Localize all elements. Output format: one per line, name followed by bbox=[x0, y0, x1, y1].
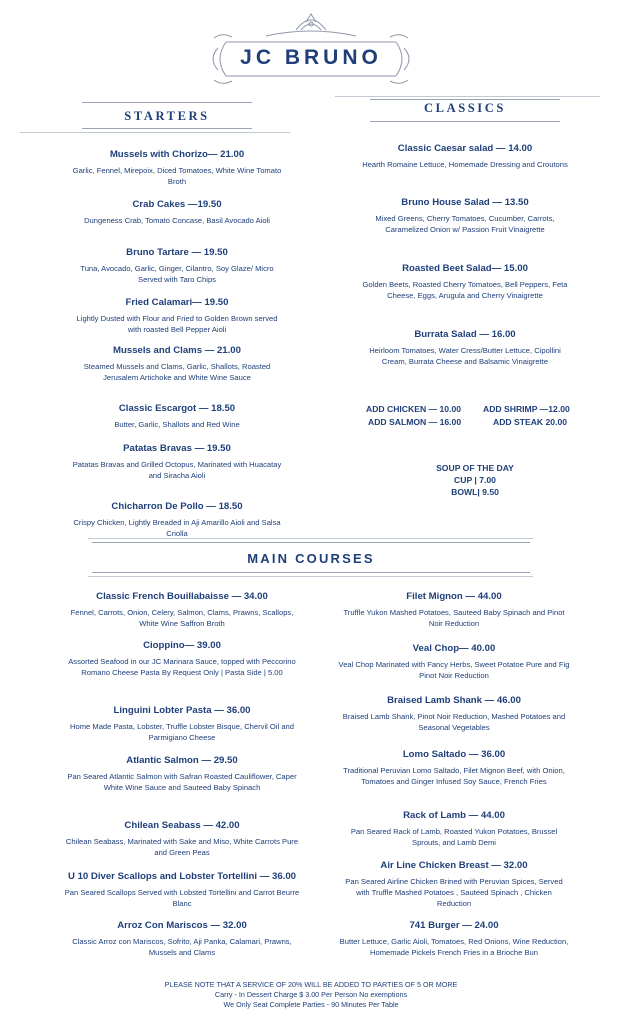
item-name: Braised Lamb Shank — 46.00 bbox=[387, 695, 521, 706]
soup-cup-price: CUP | 7.00 bbox=[454, 475, 496, 485]
menu-item bbox=[72, 199, 282, 226]
item-description: Pan Seared Atlantic Salmon with Safran Roasted Cauliflower, Caper White Wine Sauce and Sauteed Baby Spinach bbox=[67, 772, 297, 792]
footer-notice bbox=[0, 980, 622, 1010]
item-description: Pan Seared Scallops Served with Lobsted Tortellini and Carrot Beurre Blanc bbox=[64, 888, 300, 908]
main-divider-bottom bbox=[92, 572, 530, 573]
item-description: Pan Seared Airline Chicken Brined with Peruvian Spices, Served with Truffle Mashed Potatoes , Sauteed Spinach , Chicken Reduction bbox=[345, 877, 563, 908]
item-name: Classic Caesar salad — 14.00 bbox=[397, 143, 533, 154]
menu-item bbox=[338, 810, 570, 848]
menu-item bbox=[360, 329, 570, 367]
item-description: Butter, Garlic, Shallots and Red Wine bbox=[114, 420, 240, 429]
item-name: Atlantic Salmon — 29.50 bbox=[126, 755, 238, 766]
item-description: Home Made Pasta, Lobster, Truffle Lobster Bisque, Chervil Oil and Parmigiano Cheese bbox=[70, 722, 294, 742]
starters-divider-bottom bbox=[82, 128, 252, 129]
addon-salmon: ADD SALMON — 16.00 bbox=[368, 417, 462, 427]
classics-divider-top-long bbox=[335, 96, 600, 97]
service-charge-note: PLEASE NOTE THAT A SERVICE OF 20% WILL BE ADDED TO PARTIES OF 5 OR MORE bbox=[164, 980, 458, 989]
item-description: Fennel, Carrots, Onion, Celery, Salmon, Clams, Prawns, Scallops, White Wine Saffron Broth bbox=[70, 608, 294, 628]
item-description: Garlic, Fennel, Mirepoix, Diced Tomatoes, White Wine Tomato Broth bbox=[72, 166, 282, 186]
classics-divider-bottom bbox=[370, 121, 560, 122]
item-description: Pan Seared Rack of Lamb, Roasted Yukon Potatoes, Brussel Sprouts, and Lamb Demi bbox=[350, 827, 558, 847]
item-name: Classic Escargot — 18.50 bbox=[118, 403, 236, 414]
soup-title: SOUP OF THE DAY bbox=[436, 463, 514, 473]
item-name: Filet Mignon — 44.00 bbox=[406, 591, 502, 602]
item-name: Chilean Seabass — 42.00 bbox=[124, 820, 240, 831]
item-description: Traditional Peruvian Lomo Saltado, Filet Mignon Beef, with Onion, Tomatoes and Ginger Infused Soy Sauce, French Fries bbox=[343, 766, 565, 786]
menu-item bbox=[62, 755, 302, 793]
menu-item bbox=[338, 860, 570, 909]
item-name: Cioppino— 39.00 bbox=[143, 640, 221, 651]
item-name: Linguini Lobter Pasta — 36.00 bbox=[113, 705, 251, 716]
main-divider-top bbox=[92, 542, 530, 543]
classics-divider-top bbox=[370, 99, 560, 100]
seating-policy-note: We Only Seat Complete Parties - 90 Minutes Per Table bbox=[223, 1000, 399, 1009]
main-divider-bottom-long bbox=[88, 576, 533, 577]
main-divider-top-long bbox=[88, 538, 533, 539]
item-description: Golden Beets, Roasted Cherry Tomatoes, Bell Peppers, Feta Cheese, Eggs, Arugula and Cherry Vinaigrette bbox=[362, 280, 568, 300]
item-description: Crispy Chicken, Lightly Breaded in Aji Amarillo Aioli and Salsa Criolla bbox=[73, 518, 281, 538]
item-name: Rack of Lamb — 44.00 bbox=[403, 810, 505, 821]
menu-item bbox=[360, 197, 570, 235]
menu-item bbox=[72, 297, 282, 335]
item-description: Braised Lamb Shank, Pinot Noir Reduction, Mashed Potatoes and Seasonal Vegetables bbox=[342, 712, 566, 732]
item-name: Patatas Bravas — 19.50 bbox=[123, 443, 231, 454]
item-description: Butter Lettuce, Garlic Aioli, Tomatoes, Red Onions, Wine Reduction, Homemade Pickels French Fries in a Brioche Bun bbox=[339, 937, 569, 957]
menu-item bbox=[72, 247, 282, 285]
menu-item bbox=[338, 695, 570, 733]
item-description: Steamed Mussels and Clams, Garlic, Shallots, Roasted Jerusalem Artichoke and White Wine Sauce bbox=[83, 362, 271, 382]
item-description: Classic Arroz con Mariscos, Sofrito, Aji Panka, Calamari, Prawns, Mussels and Clams bbox=[72, 937, 292, 957]
item-description: Dungeness Crab, Tomato Concase, Basil Avocado Aioli bbox=[84, 216, 270, 225]
menu-item bbox=[62, 871, 302, 909]
menu-item bbox=[62, 640, 302, 678]
menu-item bbox=[360, 143, 570, 170]
main-courses-heading: MAIN COURSES bbox=[247, 551, 375, 566]
menu-item bbox=[338, 749, 570, 787]
addon-shrimp: ADD SHRIMP —12.00 bbox=[483, 404, 570, 414]
item-description: Hearth Romaine Lettuce, Homemade Dressing and Croutons bbox=[362, 160, 568, 169]
menu-item bbox=[72, 443, 282, 481]
item-name: Roasted Beet Salad— 15.00 bbox=[402, 263, 528, 274]
item-name: Crab Cakes —19.50 bbox=[132, 199, 222, 210]
item-description: Tuna, Avocado, Garlic, Ginger, Cilantro, Soy Glaze/ Micro Served with Taro Chips bbox=[80, 264, 274, 284]
item-description: Heirloom Tomatoes, Water Cress/Butter Lettuce, Cipollini Cream, Burrata Cheese and Balsamic Vinaigrette bbox=[369, 346, 561, 366]
starters-divider-top bbox=[82, 102, 252, 103]
item-description: Truffle Yukon Mashed Potatoes, Sauteed Baby Spinach and Pinot Noir Reduction bbox=[343, 608, 565, 628]
dessert-charge-note: Carry - In Dessert Charge $ 3.00 Per Person No exemptions bbox=[214, 990, 408, 999]
item-description: Mixed Greens, Cherry Tomatoes, Cucumber, Carrots, Caramelized Onion w/ Passion Fruit Vinaigrette bbox=[375, 214, 555, 234]
item-name: Mussels with Chorizo— 21.00 bbox=[109, 149, 245, 160]
item-name: Classic French Bouillabaisse — 34.00 bbox=[96, 591, 268, 602]
item-name: Arroz Con Mariscos — 32.00 bbox=[117, 920, 247, 931]
addon-steak: ADD STEAK 20.00 bbox=[493, 417, 568, 427]
item-name: Fried Calamari— 19.50 bbox=[125, 297, 229, 308]
item-name: Air Line Chicken Breast — 32.00 bbox=[380, 860, 528, 871]
item-description: Veal Chop Marinated with Fancy Herbs, Sweet Potatoe Pure and Fig Pinot Noir Reduction bbox=[338, 660, 570, 680]
menu-item bbox=[338, 920, 570, 958]
item-name: Bruno Tartare — 19.50 bbox=[126, 247, 228, 258]
classics-heading: CLASSICS bbox=[424, 101, 506, 115]
menu-item bbox=[72, 149, 282, 187]
menu-item bbox=[62, 820, 302, 858]
menu-item bbox=[338, 643, 570, 681]
item-name: Mussels and Clams — 21.00 bbox=[113, 345, 241, 356]
menu-item bbox=[338, 591, 570, 629]
soup-bowl-price: BOWL| 9.50 bbox=[451, 487, 499, 497]
item-name: Lomo Saltado — 36.00 bbox=[402, 749, 506, 760]
starters-heading: STARTERS bbox=[124, 109, 210, 123]
item-name: Chicharron De Pollo — 18.50 bbox=[111, 501, 243, 512]
soup-of-the-day bbox=[400, 462, 550, 498]
item-description: Patatas Bravas and Grilled Octopus, Marinated with Huacatay and Siracha Aioli bbox=[72, 460, 282, 480]
item-name: Veal Chop— 40.00 bbox=[412, 643, 496, 654]
menu-item bbox=[360, 263, 570, 301]
item-description: Lightly Dusted with Flour and Fried to Golden Brown served with roasted Bell Pepper Aioli bbox=[76, 314, 278, 334]
menu-item bbox=[72, 403, 282, 430]
addon-chicken: ADD CHICKEN — 10.00 bbox=[366, 404, 462, 414]
item-name: Burrata Salad — 16.00 bbox=[414, 329, 516, 340]
item-name: 741 Burger — 24.00 bbox=[409, 920, 499, 931]
menu-item bbox=[72, 501, 282, 539]
item-name: U 10 Diver Scallops and Lobster Tortellini — 36.00 bbox=[67, 871, 296, 882]
item-name: Bruno House Salad — 13.50 bbox=[401, 197, 529, 208]
menu-item bbox=[72, 345, 282, 383]
menu-item bbox=[62, 920, 302, 958]
menu-item bbox=[62, 705, 302, 743]
item-description: Chilean Seabass, Marinated with Sake and Miso, White Carrots Pure and Green Peas bbox=[65, 837, 299, 857]
restaurant-name: JC BRUNO bbox=[240, 46, 382, 69]
menu-item bbox=[62, 591, 302, 629]
item-description: Assorted Seafood in our JC Marinara Sauce, topped with Peccorino Romano Cheese Pasta By Request Only | Pasta Side | 5.00 bbox=[68, 657, 296, 677]
starters-divider-bottom-long bbox=[20, 132, 290, 133]
